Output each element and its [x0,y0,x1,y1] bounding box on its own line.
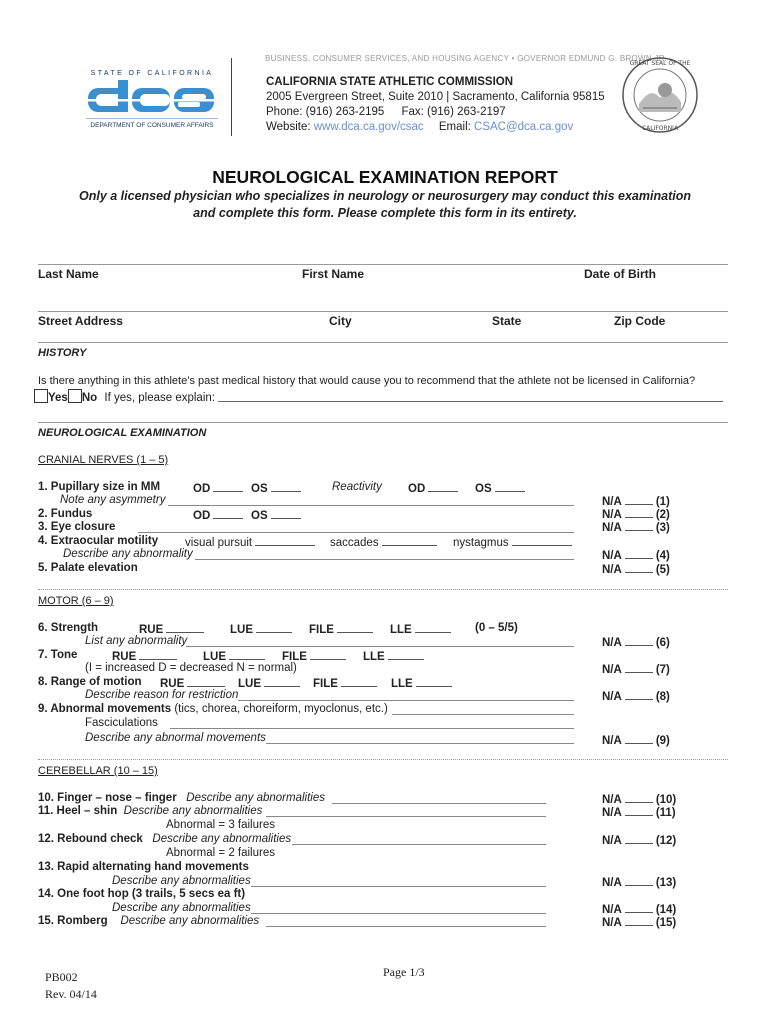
subtitle-line-1: Only a licensed physician who specializes in neurology or neurosurgery may conduct this examination [79,189,691,203]
item-4-label: 4. Extraocular motility [38,535,159,547]
na-input-11[interactable] [625,805,653,816]
item-10-describe-label: Describe any abnormalities [186,792,325,804]
item-14-label: 14. One foot hop (3 trails, 5 secs ea ft) [38,888,246,900]
na-input-6[interactable] [625,635,653,646]
item-11-input[interactable] [266,816,546,817]
tone-rue-label: RUE [112,651,137,663]
item-15-input[interactable] [266,926,546,927]
na-row-5: N/A (5) [602,564,670,576]
extraocular-abnormality-input[interactable] [195,559,574,560]
reactivity-od-label: OD [408,483,426,495]
history-heading: HISTORY [38,347,87,359]
strength-abnormality-input[interactable] [186,646,574,647]
reactivity-od-input[interactable] [428,481,458,492]
describe-abnormality-label: Describe any abnormality [63,548,193,560]
strength-lle-label: LLE [390,624,412,636]
na-input-5[interactable] [625,562,653,573]
na-row-3: N/A (3) [602,522,670,534]
na-input-4[interactable] [625,548,653,559]
na-input-7[interactable] [625,662,653,673]
page-number: Page 1/3 [383,965,425,979]
na-input-9[interactable] [625,733,653,744]
motor-heading: MOTOR (6 – 9) [38,595,114,607]
na-input-1[interactable] [625,494,653,505]
no-label: No [81,392,98,404]
tone-lue-label: LUE [203,651,226,663]
na-row-12: N/A (12) [602,835,677,847]
tone-file-label: FILE [282,651,307,663]
na-input-10[interactable] [625,792,653,803]
asymmetry-input[interactable] [168,505,574,506]
item-9-extra: (tics, chorea, choreiform, myoclonus, etc.) [174,703,388,715]
rom-lue-input[interactable] [264,676,300,687]
item-14-input[interactable] [251,913,546,914]
strength-rue-input[interactable] [166,622,204,633]
tone-rue-input[interactable] [139,649,177,660]
na-row-1: N/A (1) [602,496,670,508]
item-9-label: 9. Abnormal movements [38,703,172,715]
california-seal-icon [621,56,699,137]
na-input-13[interactable] [625,875,653,886]
strength-lue-label: LUE [230,624,253,636]
email-label: Email: [438,121,471,133]
tone-file-input[interactable] [310,649,346,660]
na-row-11: N/A (11) [602,807,676,819]
item-12-describe-label: Describe any abnormalities [152,833,292,845]
na-row-2: N/A (2) [602,509,670,521]
visual-pursuit-label: visual pursuit [185,537,253,549]
item-15-label: 15. Romberg [38,915,108,927]
item-6-label: 6. Strength [38,622,99,634]
od-input[interactable] [213,481,243,492]
os-input[interactable] [271,481,301,492]
tone-lle-input[interactable] [388,649,424,660]
agency-line: BUSINESS, CONSUMER SERVICES, AND HOUSING AGENCY • GOVERNOR EDMUND G. BROWN JR. [265,54,668,63]
na-row-7: N/A (7) [602,664,670,676]
na-row-9: N/A (9) [602,735,670,747]
cranial-heading: CRANIAL NERVES (1 – 5) [38,454,169,466]
abnormal-3-failures: Abnormal = 3 failures [166,819,275,831]
dca-wordmark-icon [86,80,218,114]
na-input-3[interactable] [625,520,653,531]
cerebellar-heading: CEREBELLAR (10 – 15) [38,765,158,777]
email-link[interactable]: CSAC@dca.ca.gov [474,121,574,133]
reactivity-os-label: OS [475,483,492,495]
item-13-label: 13. Rapid alternating hand movements [38,861,249,873]
city-field[interactable]: City [329,314,352,328]
reactivity-os-input[interactable] [495,481,525,492]
yes-checkbox[interactable] [34,389,48,403]
page-title: NEUROLOGICAL EXAMINATION REPORT [212,167,558,187]
rom-file-label: FILE [313,678,338,690]
rom-lle-input[interactable] [416,676,452,687]
tone-lle-label: LLE [363,651,385,663]
item-15-describe-label: Describe any abnormalities [120,915,260,927]
os-label: OS [251,483,268,495]
list-abnormality-label: List any abnormality [85,635,188,647]
dca-logo [86,70,218,129]
rom-file-input[interactable] [341,676,377,687]
explain-label: If yes, please explain: [104,392,215,404]
na-input-14[interactable] [625,902,653,913]
abnormal-movements-input[interactable] [392,714,574,715]
nystagmus-label: nystagmus [453,537,509,549]
svg-text:CALIFORNIA: CALIFORNIA [641,125,679,132]
strength-file-label: FILE [309,624,334,636]
rom-rue-input[interactable] [187,676,225,687]
explain-input[interactable] [218,401,723,402]
od-label: OD [193,483,211,495]
strength-file-input[interactable] [337,622,373,633]
org-name: CALIFORNIA STATE ATHLETIC COMMISSION [266,76,514,88]
item-10-input[interactable] [332,803,546,804]
na-row-10: N/A (10) [602,794,677,806]
note-asymmetry-label: Note any asymmetry [60,494,166,506]
eye-closure-input[interactable] [138,532,574,533]
first-name-field[interactable]: First Name [302,267,365,281]
neuro-heading: NEUROLOGICAL EXAMINATION [38,427,207,439]
rom-lle-label: LLE [391,678,413,690]
logo-top-text: STATE OF CALIFORNIA [90,70,214,77]
form-revision: Rev. 04/14 [45,987,97,1001]
fasciculations-input[interactable] [170,728,574,729]
item-13-describe-label: Describe any abnormalities [112,875,251,887]
item-1-label: 1. Pupillary size in MM [38,481,161,493]
reactivity-label: Reactivity [332,481,382,493]
tone-lue-input[interactable] [229,649,265,660]
rom-rue-label: RUE [160,678,185,690]
yes-label: Yes [48,392,68,404]
header-divider [231,58,232,136]
logo-bottom-text: DEPARTMENT OF CONSUMER AFFAIRS [90,122,214,129]
visual-pursuit-input[interactable] [255,535,315,546]
strength-lle-input[interactable] [415,622,451,633]
describe-movements-label: Describe any abnormal movements [85,732,266,744]
fundus-os-label: OS [251,510,268,522]
last-name-field[interactable]: Last Name [38,267,99,281]
item-8-label: 8. Range of motion [38,676,142,688]
strength-range: (0 – 5/5) [475,622,518,634]
form-number: PB002 [45,970,78,984]
item-11-describe-label: Describe any abnormalities [123,805,263,817]
strength-rue-label: RUE [139,624,164,636]
na-input-8[interactable] [625,689,653,700]
describe-reason-label: Describe reason for restriction [85,689,239,701]
zip-field[interactable]: Zip Code [614,314,666,328]
na-input-12[interactable] [625,833,653,844]
na-row-4: N/A (4) [602,550,670,562]
fundus-od-input[interactable] [213,508,243,519]
no-checkbox[interactable] [68,389,82,403]
abnormal-2-failures: Abnormal = 2 failures [166,847,275,859]
nystagmus-input[interactable] [512,535,572,546]
item-2-label: 2. Fundus [38,508,93,520]
org-fax: Fax: (916) 263-2197 [401,106,506,118]
website-link[interactable]: www.dca.ca.gov/csac [313,121,424,133]
fasciculations-label: Fasciculations [85,717,158,729]
item-10-label: 10. Finger – nose – finger [38,792,177,804]
website-label: Website: [266,121,311,133]
item-5-label: 5. Palate elevation [38,562,138,574]
item-12-label: 12. Rebound check [38,833,143,845]
rom-reason-input[interactable] [238,700,574,701]
movements-description-input[interactable] [266,743,574,744]
item-7-label: 7. Tone [38,649,78,661]
na-input-2[interactable] [625,507,653,518]
history-question: Is there anything in this athlete’s past medical history that would cause you to recommend that the athlete not be licensed in California? [38,375,696,387]
item-3-label: 3. Eye closure [38,521,116,533]
item-12-input[interactable] [292,844,546,845]
na-row-14: N/A (14) [602,904,677,916]
item-11-label: 11. Heel – shin [38,805,118,817]
na-row-6: N/A (6) [602,637,670,649]
strength-lue-input[interactable] [256,622,292,633]
fundus-od-label: OD [193,510,211,522]
fundus-os-input[interactable] [271,508,301,519]
subtitle-line-2: and complete this form. Please complete this form in its entirety. [193,206,577,220]
svg-text:GREAT SEAL OF THE: GREAT SEAL OF THE [629,60,691,67]
item-14-describe-label: Describe any abnormalities [112,902,251,914]
na-row-15: N/A (15) [602,917,677,929]
item-13-input[interactable] [251,886,546,887]
saccades-label: saccades [330,537,379,549]
dob-field[interactable]: Date of Birth [584,267,656,281]
state-field[interactable]: State [492,314,522,328]
na-row-8: N/A (8) [602,691,670,703]
na-row-13: N/A (13) [602,877,677,889]
saccades-input[interactable] [382,535,437,546]
org-address: 2005 Evergreen Street, Suite 2010 | Sacramento, California 95815 [266,91,605,103]
tone-key: (I = increased D = decreased N = normal) [85,662,297,674]
org-phone: Phone: (916) 263-2195 [266,106,385,118]
na-input-15[interactable] [625,915,653,926]
rom-lue-label: LUE [238,678,261,690]
street-field[interactable]: Street Address [38,314,123,328]
